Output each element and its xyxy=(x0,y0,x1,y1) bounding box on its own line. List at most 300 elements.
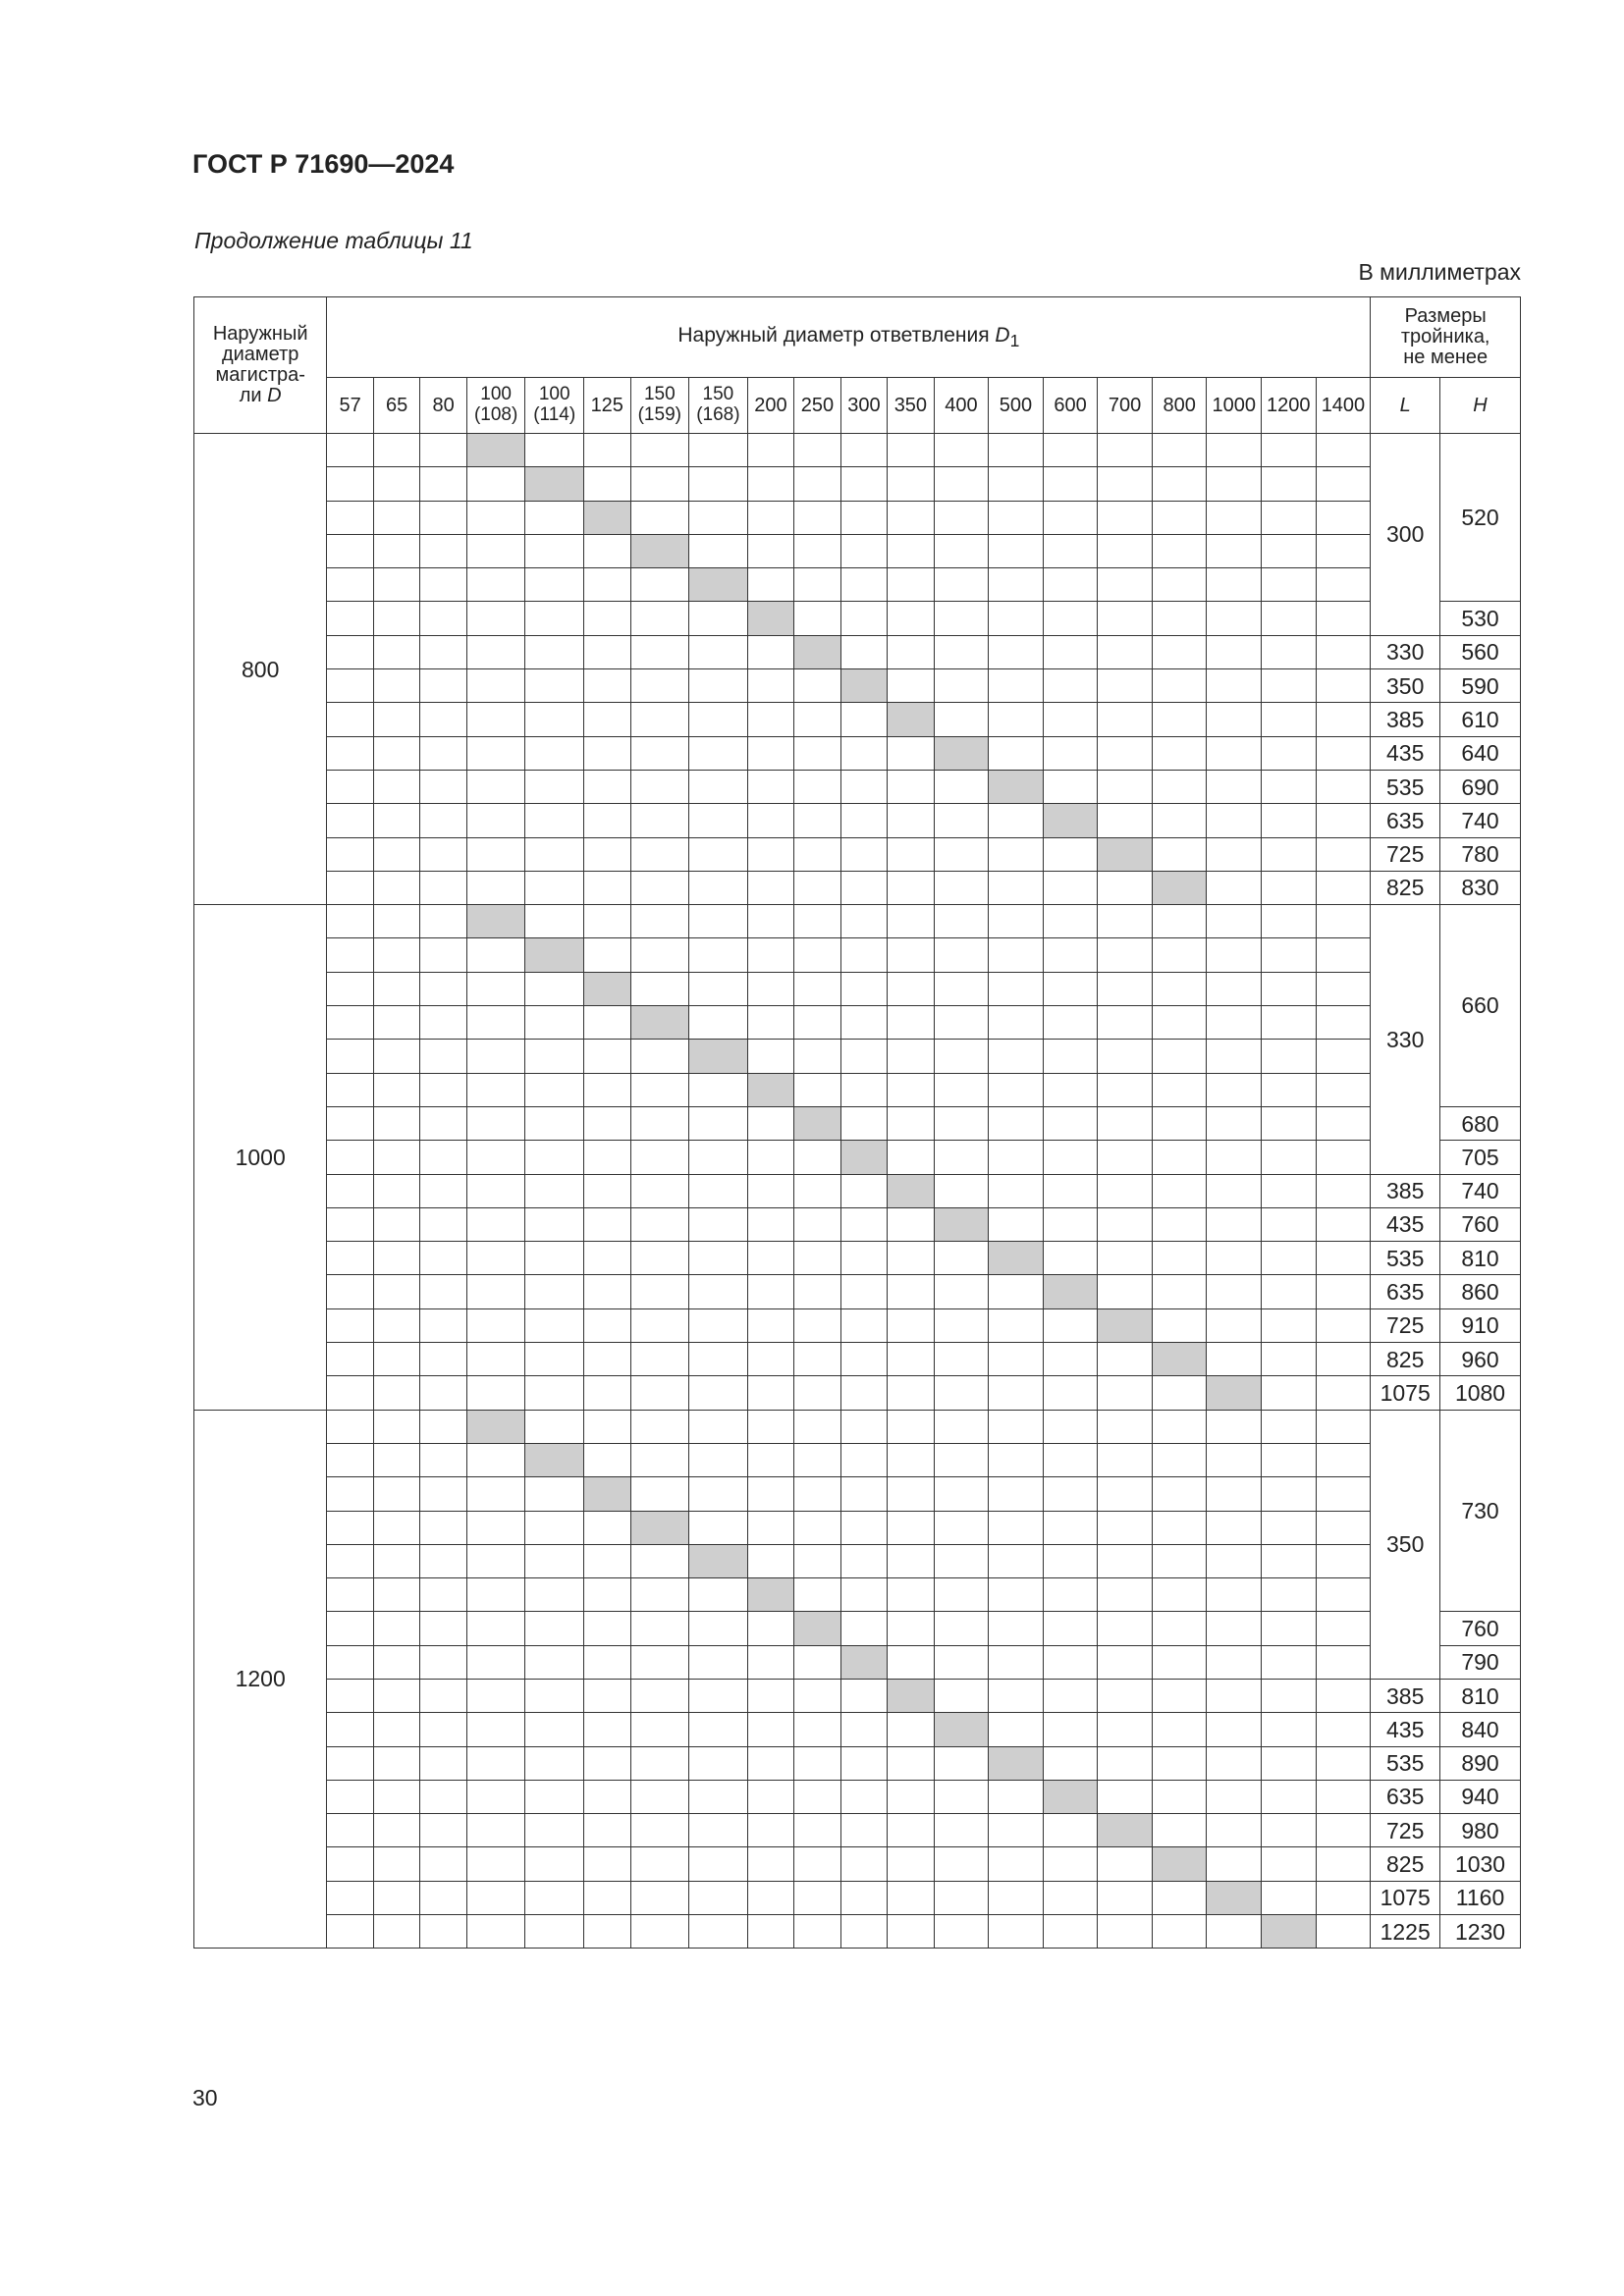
length-L-cell: 635 xyxy=(1371,804,1440,837)
grid-cell xyxy=(630,938,689,972)
grid-cell xyxy=(794,501,840,534)
table-row xyxy=(194,1443,1521,1476)
grid-cell xyxy=(747,1915,793,1949)
grid-cell xyxy=(1152,703,1207,736)
grid-cell xyxy=(1316,1477,1371,1511)
grid-cell xyxy=(989,1915,1044,1949)
applicable-branch-cell xyxy=(584,1477,630,1511)
grid-cell xyxy=(466,1376,525,1410)
grid-cell xyxy=(373,534,419,567)
grid-cell xyxy=(327,972,373,1005)
grid-cell xyxy=(1043,837,1098,871)
grid-cell xyxy=(466,1645,525,1679)
grid-cell xyxy=(888,1343,934,1376)
grid-cell xyxy=(989,1881,1044,1914)
length-L-cell: 725 xyxy=(1371,837,1440,871)
grid-cell xyxy=(1043,1511,1098,1544)
grid-cell xyxy=(1043,669,1098,703)
grid-cell xyxy=(747,1376,793,1410)
grid-cell xyxy=(840,1578,887,1612)
grid-cell xyxy=(1262,871,1317,904)
applicable-branch-cell xyxy=(1152,871,1207,904)
grid-cell xyxy=(840,1544,887,1577)
applicable-branch-cell xyxy=(1262,1915,1317,1949)
grid-cell xyxy=(373,1040,419,1073)
applicable-branch-cell xyxy=(466,905,525,938)
grid-cell xyxy=(1316,1578,1371,1612)
grid-cell xyxy=(525,501,584,534)
applicable-branch-cell xyxy=(525,467,584,501)
grid-cell xyxy=(327,736,373,770)
grid-cell xyxy=(420,1746,466,1780)
grid-cell xyxy=(327,434,373,467)
grid-cell xyxy=(689,770,748,803)
table-row xyxy=(194,602,1521,635)
grid-cell xyxy=(888,905,934,938)
grid-cell xyxy=(1207,1174,1262,1207)
grid-cell xyxy=(1098,1578,1153,1612)
grid-cell xyxy=(420,1578,466,1612)
grid-cell xyxy=(989,534,1044,567)
height-H-cell: 705 xyxy=(1440,1141,1521,1174)
grid-cell xyxy=(466,1612,525,1645)
branch-column-header: 80 xyxy=(420,378,466,434)
grid-cell xyxy=(747,1881,793,1914)
length-L-cell: 635 xyxy=(1371,1275,1440,1308)
grid-cell xyxy=(525,1511,584,1544)
height-H-cell: 690 xyxy=(1440,770,1521,803)
grid-cell xyxy=(420,938,466,972)
grid-cell xyxy=(373,1612,419,1645)
grid-cell xyxy=(373,669,419,703)
grid-cell xyxy=(747,568,793,602)
grid-cell xyxy=(1098,501,1153,534)
grid-cell xyxy=(1207,1915,1262,1949)
table-row xyxy=(194,1275,1521,1308)
height-H-cell: 980 xyxy=(1440,1814,1521,1847)
grid-cell xyxy=(934,1881,989,1914)
grid-cell xyxy=(1207,1443,1262,1476)
grid-cell xyxy=(584,1174,630,1207)
grid-cell xyxy=(1316,1343,1371,1376)
grid-cell xyxy=(989,1207,1044,1241)
grid-cell xyxy=(525,1713,584,1746)
height-H-cell: 610 xyxy=(1440,703,1521,736)
grid-cell xyxy=(794,1376,840,1410)
grid-cell xyxy=(1207,736,1262,770)
grid-cell xyxy=(327,1006,373,1040)
table-row xyxy=(194,1073,1521,1106)
grid-cell xyxy=(373,602,419,635)
grid-cell xyxy=(420,1308,466,1342)
grid-cell xyxy=(1262,635,1317,668)
length-L-cell: 725 xyxy=(1371,1814,1440,1847)
grid-cell xyxy=(1098,1881,1153,1914)
grid-cell xyxy=(689,871,748,904)
grid-cell xyxy=(1152,1881,1207,1914)
grid-cell xyxy=(794,1847,840,1881)
table-row xyxy=(194,1106,1521,1140)
grid-cell xyxy=(1207,1477,1262,1511)
grid-cell xyxy=(989,871,1044,904)
grid-cell xyxy=(1316,837,1371,871)
grid-cell xyxy=(840,568,887,602)
grid-cell xyxy=(888,1308,934,1342)
grid-cell xyxy=(747,1679,793,1712)
grid-cell xyxy=(1262,1814,1317,1847)
grid-cell xyxy=(630,1073,689,1106)
table-row xyxy=(194,434,1521,467)
grid-cell xyxy=(327,1780,373,1813)
grid-cell xyxy=(420,703,466,736)
grid-cell xyxy=(840,1343,887,1376)
grid-cell xyxy=(747,1040,793,1073)
grid-cell xyxy=(1152,1006,1207,1040)
grid-cell xyxy=(630,635,689,668)
grid-cell xyxy=(466,1511,525,1544)
grid-cell xyxy=(934,905,989,938)
grid-cell xyxy=(689,804,748,837)
length-L-cell: 635 xyxy=(1371,1780,1440,1813)
grid-cell xyxy=(327,1174,373,1207)
grid-cell xyxy=(630,434,689,467)
grid-cell xyxy=(1043,905,1098,938)
length-L-cell: 350 xyxy=(1371,1410,1440,1679)
grid-cell xyxy=(373,938,419,972)
grid-cell xyxy=(1043,1006,1098,1040)
grid-cell xyxy=(630,1141,689,1174)
grid-cell xyxy=(1098,1443,1153,1476)
grid-cell xyxy=(840,501,887,534)
grid-cell xyxy=(525,1612,584,1645)
grid-cell xyxy=(373,972,419,1005)
grid-cell xyxy=(525,1106,584,1140)
grid-cell xyxy=(525,1915,584,1949)
grid-cell xyxy=(466,703,525,736)
applicable-branch-cell xyxy=(840,1141,887,1174)
grid-cell xyxy=(584,602,630,635)
length-L-cell: 1075 xyxy=(1371,1376,1440,1410)
grid-cell xyxy=(1098,1410,1153,1443)
grid-cell xyxy=(1098,1746,1153,1780)
grid-cell xyxy=(794,1073,840,1106)
grid-cell xyxy=(1098,1612,1153,1645)
grid-cell xyxy=(989,1511,1044,1544)
grid-cell xyxy=(840,972,887,1005)
grid-cell xyxy=(934,703,989,736)
grid-cell xyxy=(840,1242,887,1275)
grid-cell xyxy=(747,1645,793,1679)
grid-cell xyxy=(1207,1073,1262,1106)
grid-cell xyxy=(1043,972,1098,1005)
grid-cell xyxy=(1262,1511,1317,1544)
grid-cell xyxy=(1316,467,1371,501)
grid-cell xyxy=(934,1915,989,1949)
grid-cell xyxy=(1098,434,1153,467)
grid-cell xyxy=(584,804,630,837)
grid-cell xyxy=(1262,837,1317,871)
grid-cell xyxy=(420,1443,466,1476)
grid-cell xyxy=(466,1578,525,1612)
grid-cell xyxy=(1262,1040,1317,1073)
grid-cell xyxy=(747,1275,793,1308)
length-L-cell: 385 xyxy=(1371,1174,1440,1207)
length-L-cell: 535 xyxy=(1371,1746,1440,1780)
grid-cell xyxy=(934,972,989,1005)
grid-cell xyxy=(630,1612,689,1645)
grid-cell xyxy=(630,1881,689,1914)
grid-cell xyxy=(989,1275,1044,1308)
grid-cell xyxy=(373,568,419,602)
table-row xyxy=(194,1544,1521,1577)
grid-cell xyxy=(584,1881,630,1914)
grid-cell xyxy=(747,669,793,703)
grid-cell xyxy=(989,1073,1044,1106)
table-row xyxy=(194,635,1521,668)
height-H-cell: 1230 xyxy=(1440,1915,1521,1949)
table-row xyxy=(194,1343,1521,1376)
grid-cell xyxy=(840,1376,887,1410)
grid-cell xyxy=(989,1544,1044,1577)
applicable-branch-cell xyxy=(934,1207,989,1241)
grid-cell xyxy=(1316,1106,1371,1140)
grid-cell xyxy=(1207,669,1262,703)
grid-cell xyxy=(630,871,689,904)
grid-cell xyxy=(373,1814,419,1847)
grid-cell xyxy=(466,1915,525,1949)
grid-cell xyxy=(584,938,630,972)
grid-cell xyxy=(794,1544,840,1577)
applicable-branch-cell xyxy=(989,770,1044,803)
grid-cell xyxy=(327,1847,373,1881)
grid-cell xyxy=(689,1814,748,1847)
grid-cell xyxy=(373,871,419,904)
grid-cell xyxy=(1316,1645,1371,1679)
applicable-branch-cell xyxy=(1207,1376,1262,1410)
grid-cell xyxy=(1262,1376,1317,1410)
grid-cell xyxy=(794,1141,840,1174)
branch-column-header: 250 xyxy=(794,378,840,434)
grid-cell xyxy=(1207,1578,1262,1612)
grid-cell xyxy=(420,501,466,534)
grid-cell xyxy=(689,837,748,871)
applicable-branch-cell xyxy=(747,1578,793,1612)
grid-cell xyxy=(989,736,1044,770)
tee-size-header: Размеры тройника, не менее xyxy=(1371,297,1521,378)
grid-cell xyxy=(689,1141,748,1174)
grid-cell xyxy=(1207,568,1262,602)
grid-cell xyxy=(327,467,373,501)
grid-cell xyxy=(989,1847,1044,1881)
grid-cell xyxy=(1152,1073,1207,1106)
grid-cell xyxy=(373,1242,419,1275)
grid-cell xyxy=(1098,1915,1153,1949)
grid-cell xyxy=(327,1141,373,1174)
grid-cell xyxy=(584,1679,630,1712)
grid-cell xyxy=(689,1477,748,1511)
grid-cell xyxy=(747,1713,793,1746)
branch-column-header: 700 xyxy=(1098,378,1153,434)
grid-cell xyxy=(420,1511,466,1544)
grid-cell xyxy=(1316,568,1371,602)
grid-cell xyxy=(1316,1410,1371,1443)
grid-cell xyxy=(888,1746,934,1780)
grid-cell xyxy=(630,1242,689,1275)
applicable-branch-cell xyxy=(989,1242,1044,1275)
grid-cell xyxy=(327,703,373,736)
table-row xyxy=(194,804,1521,837)
grid-cell xyxy=(466,1780,525,1813)
grid-cell xyxy=(1207,1242,1262,1275)
branch-column-header: 300 xyxy=(840,378,887,434)
grid-cell xyxy=(373,635,419,668)
grid-cell xyxy=(934,1174,989,1207)
grid-cell xyxy=(327,1578,373,1612)
grid-cell xyxy=(1098,1275,1153,1308)
length-L-cell: 1225 xyxy=(1371,1915,1440,1949)
grid-cell xyxy=(689,1612,748,1645)
grid-cell xyxy=(1098,534,1153,567)
applicable-branch-cell xyxy=(1152,1343,1207,1376)
main-diameter-cell: 800 xyxy=(194,434,327,905)
grid-cell xyxy=(989,434,1044,467)
grid-cell xyxy=(794,1242,840,1275)
grid-cell xyxy=(888,1006,934,1040)
grid-cell xyxy=(1152,1544,1207,1577)
grid-cell xyxy=(689,905,748,938)
grid-cell xyxy=(934,1141,989,1174)
grid-cell xyxy=(1098,568,1153,602)
grid-cell xyxy=(1043,1915,1098,1949)
grid-cell xyxy=(689,1746,748,1780)
grid-cell xyxy=(888,938,934,972)
grid-cell xyxy=(584,568,630,602)
grid-cell xyxy=(840,1780,887,1813)
table-row xyxy=(194,1915,1521,1949)
grid-cell xyxy=(1043,1713,1098,1746)
height-H-cell: 810 xyxy=(1440,1679,1521,1712)
table-row xyxy=(194,1612,1521,1645)
grid-cell xyxy=(1043,1174,1098,1207)
grid-cell xyxy=(525,1410,584,1443)
grid-cell xyxy=(420,736,466,770)
grid-cell xyxy=(1152,1746,1207,1780)
grid-cell xyxy=(840,534,887,567)
grid-cell xyxy=(1152,669,1207,703)
grid-cell xyxy=(1043,871,1098,904)
grid-cell xyxy=(840,736,887,770)
grid-cell xyxy=(584,1207,630,1241)
grid-cell xyxy=(1316,1443,1371,1476)
grid-cell xyxy=(373,1207,419,1241)
grid-cell xyxy=(1316,972,1371,1005)
grid-cell xyxy=(327,938,373,972)
grid-cell xyxy=(373,804,419,837)
grid-cell xyxy=(689,1847,748,1881)
table-row xyxy=(194,871,1521,904)
grid-cell xyxy=(630,1679,689,1712)
grid-cell xyxy=(689,1343,748,1376)
grid-cell xyxy=(327,1679,373,1712)
grid-cell xyxy=(1152,1477,1207,1511)
branch-column-header: 1200 xyxy=(1262,378,1317,434)
grid-cell xyxy=(1152,1578,1207,1612)
tee-dimensions-table xyxy=(193,296,1521,1949)
grid-cell xyxy=(1043,501,1098,534)
grid-cell xyxy=(747,1544,793,1577)
grid-cell xyxy=(420,972,466,1005)
grid-cell xyxy=(1152,938,1207,972)
grid-cell xyxy=(584,434,630,467)
grid-cell xyxy=(1043,1410,1098,1443)
grid-cell xyxy=(1207,1410,1262,1443)
grid-cell xyxy=(747,770,793,803)
grid-cell xyxy=(1152,501,1207,534)
grid-cell xyxy=(584,1780,630,1813)
grid-cell xyxy=(420,1612,466,1645)
grid-cell xyxy=(1316,1814,1371,1847)
grid-cell xyxy=(888,1207,934,1241)
grid-cell xyxy=(1152,1174,1207,1207)
grid-cell xyxy=(1152,804,1207,837)
grid-cell xyxy=(466,972,525,1005)
table-row xyxy=(194,1410,1521,1443)
grid-cell xyxy=(1316,1006,1371,1040)
grid-cell xyxy=(989,602,1044,635)
grid-cell xyxy=(584,1343,630,1376)
grid-cell xyxy=(327,1073,373,1106)
grid-cell xyxy=(420,669,466,703)
grid-cell xyxy=(584,837,630,871)
branch-diameter-header: Наружный диаметр ответвления $D_1$ xyxy=(327,297,1371,378)
grid-cell xyxy=(934,871,989,904)
grid-cell xyxy=(1262,1106,1317,1140)
grid-cell xyxy=(584,736,630,770)
grid-cell xyxy=(420,1141,466,1174)
grid-cell xyxy=(466,1073,525,1106)
grid-cell xyxy=(373,1343,419,1376)
grid-cell xyxy=(420,635,466,668)
grid-cell xyxy=(584,1612,630,1645)
length-L-cell: 300 xyxy=(1371,434,1440,636)
grid-cell xyxy=(1207,467,1262,501)
grid-cell xyxy=(466,1443,525,1476)
applicable-branch-cell xyxy=(466,434,525,467)
grid-cell xyxy=(1152,1040,1207,1073)
grid-cell xyxy=(1316,1881,1371,1914)
grid-cell xyxy=(934,1645,989,1679)
grid-cell xyxy=(630,501,689,534)
grid-cell xyxy=(888,602,934,635)
branch-column-header: 57 xyxy=(327,378,373,434)
table-row xyxy=(194,1746,1521,1780)
grid-cell xyxy=(1098,1544,1153,1577)
grid-cell xyxy=(1262,736,1317,770)
grid-cell xyxy=(466,1746,525,1780)
grid-cell xyxy=(888,1881,934,1914)
grid-cell xyxy=(747,1511,793,1544)
grid-cell xyxy=(466,804,525,837)
grid-cell xyxy=(1043,1308,1098,1342)
grid-cell xyxy=(1207,1713,1262,1746)
grid-cell xyxy=(327,905,373,938)
applicable-branch-cell xyxy=(1043,1780,1098,1813)
grid-cell xyxy=(888,1477,934,1511)
grid-cell xyxy=(934,669,989,703)
grid-cell xyxy=(1262,770,1317,803)
grid-cell xyxy=(747,1006,793,1040)
grid-cell xyxy=(1316,1073,1371,1106)
